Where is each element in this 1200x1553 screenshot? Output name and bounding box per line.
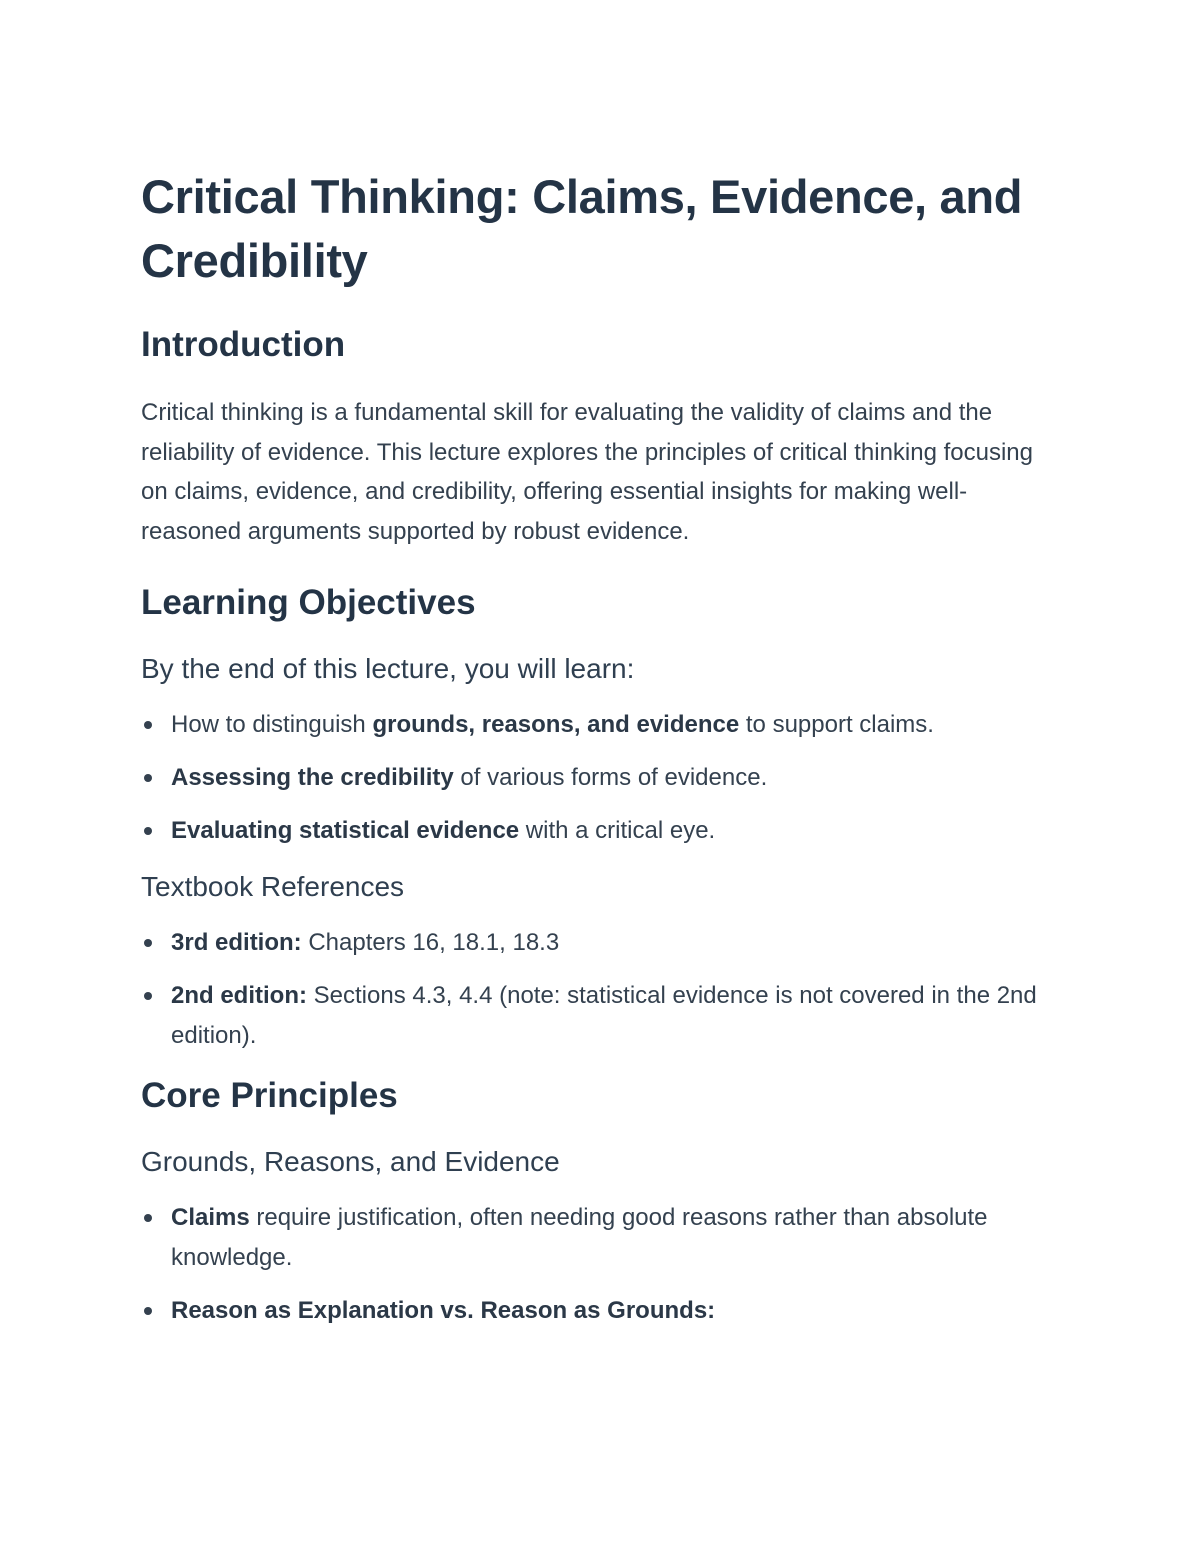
- page-title: Critical Thinking: Claims, Evidence, and Credibility: [141, 170, 1023, 287]
- item-text: Sections 4.3, 4.4 (note: statistical evidence is not covered in the 2nd edition).: [171, 982, 1037, 1049]
- section-heading-introduction: Introduction: [141, 325, 346, 364]
- list-item: [141, 976, 1061, 1056]
- document-page: [141, 165, 1061, 1349]
- core-principles-list: [141, 1198, 1061, 1331]
- item-bold-text: Assessing the credibility: [171, 764, 454, 791]
- section-heading-learning-objectives: Learning Objectives: [141, 583, 476, 622]
- list-item: [141, 758, 1061, 798]
- item-text: to support claims.: [739, 711, 934, 738]
- learning-objectives-list: [141, 705, 1061, 851]
- section-heading-core-principles: Core Principles: [141, 1076, 398, 1115]
- item-bold-text: grounds, reasons, and evidence: [372, 711, 740, 738]
- item-text: Chapters 16, 18.1, 18.3: [301, 929, 560, 956]
- item-text: require justification, often needing good reasons rather than absolute knowledge.: [171, 1204, 988, 1271]
- textbook-references-heading: Textbook References: [141, 871, 405, 902]
- item-bold-text: Reason as Explanation vs. Reason as Grounds:: [171, 1297, 716, 1324]
- item-text: of various forms of evidence.: [453, 764, 768, 791]
- list-item: [141, 705, 1061, 745]
- textbook-references-list: [141, 923, 1061, 1056]
- learning-objectives-subheading: By the end of this lecture, you will learn:: [141, 653, 635, 684]
- list-item: [141, 811, 1061, 851]
- list-item: [141, 923, 1061, 963]
- item-text: How to distinguish: [171, 711, 373, 738]
- introduction-text: Critical thinking is a fundamental skill for evaluating the validity of claims and the reliability of evidence. This lecture explores the principles of critical thinking focusing on claims, evidence, and credibility, offering essential insights for making well-reasoned arguments supported by robust evidence.: [141, 399, 1033, 545]
- item-bold-text: Evaluating statistical evidence: [171, 817, 520, 844]
- item-bold-text: Claims: [171, 1204, 250, 1231]
- list-item: [141, 1291, 1061, 1331]
- core-principles-subheading: Grounds, Reasons, and Evidence: [141, 1146, 560, 1177]
- list-item: [141, 1198, 1061, 1278]
- item-bold-text: 2nd edition:: [171, 982, 307, 1009]
- item-text: with a critical eye.: [519, 817, 716, 844]
- item-bold-text: 3rd edition:: [171, 929, 302, 956]
